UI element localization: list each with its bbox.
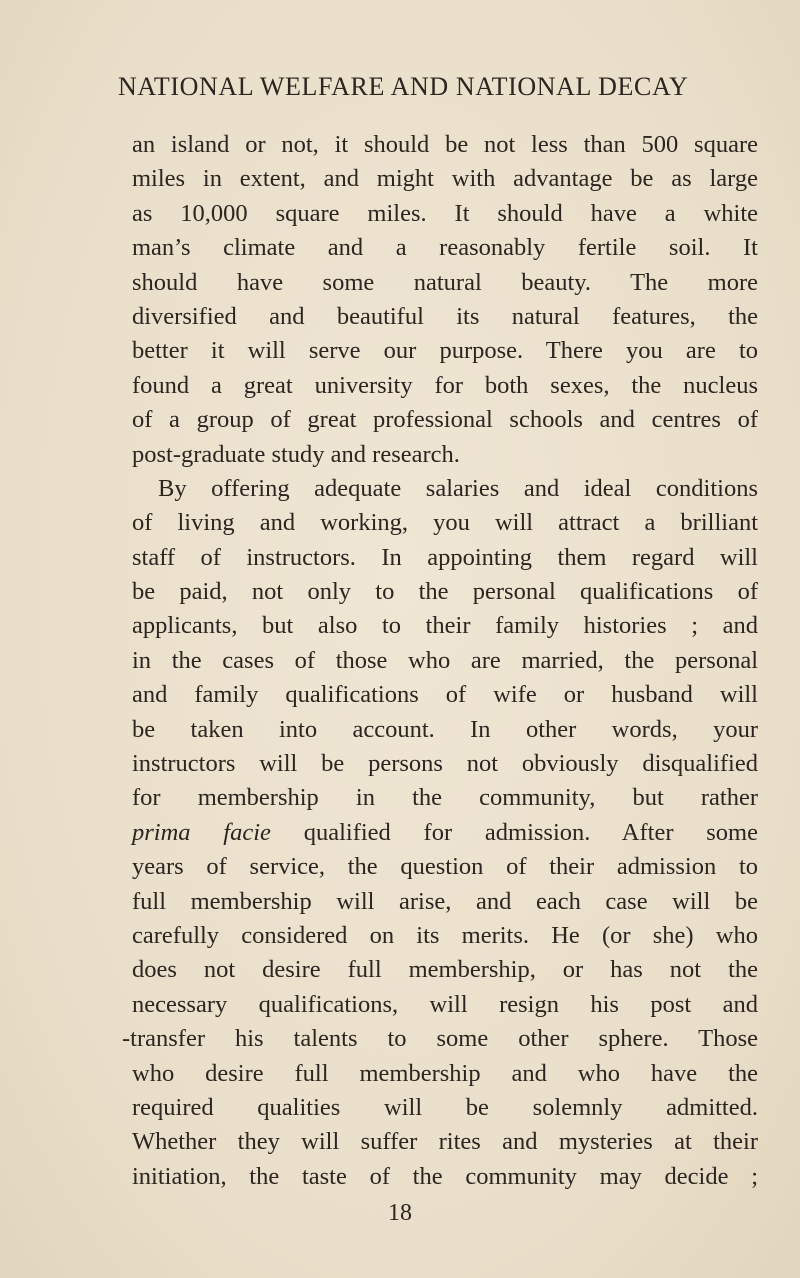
text-line: instructors will be persons not obviously disqualified: [132, 750, 758, 778]
text-line: transfer his talents to some other sphere. Those: [130, 1025, 758, 1053]
text-line: staff of instructors. In appointing them regard will: [132, 543, 758, 571]
text-line: diversified and beautiful its natural features, the: [132, 302, 758, 330]
text-line: be taken into account. In other words, your: [132, 715, 758, 743]
text-line: an island or not, it should be not less than 500 square: [132, 131, 758, 158]
text-line: years of service, the question of their admission to: [132, 853, 758, 881]
paragraph-first-line: By offering adequate salaries and ideal conditions: [158, 474, 758, 502]
text-line: of a group of great professional schools and centres of: [132, 406, 758, 434]
text-line: Whether they will suffer rites and mysteries at their: [132, 1128, 758, 1156]
text-line-with-italic: [132, 816, 758, 850]
text-line: qualified for admission. After some: [303, 818, 758, 846]
page-number: 18: [388, 1200, 412, 1226]
body-text: [122, 128, 758, 1194]
text-line: necessary qualifications, will resign his post and: [132, 990, 758, 1018]
text-line: applicants, but also to their family histories ; and: [132, 612, 758, 640]
text-line: of living and working, you will attract a brilliant: [132, 509, 758, 537]
text-line: should have some natural beauty. The more: [132, 268, 758, 296]
text-line: miles in extent, and might with advantage be as large: [132, 165, 758, 193]
text-line: required qualities will be solemnly admitted.: [132, 1093, 758, 1121]
text-line: in the cases of those who are married, the personal: [132, 646, 758, 674]
text-line: better it will serve our purpose. There you are to: [132, 337, 758, 365]
text-line: as 10,000 square miles. It should have a white: [132, 199, 758, 227]
text-line: man’s climate and a reasonably fertile soil. It: [132, 234, 758, 262]
text-line: be paid, not only to the personal qualifications of: [132, 578, 758, 606]
running-title: NATIONAL WELFARE AND NATIONAL DECAY: [118, 72, 689, 101]
text-line: and family qualifications of wife or husband will: [132, 681, 758, 709]
text-line: found a great university for both sexes, the nucleus: [132, 371, 758, 399]
italic-phrase: prima facie: [132, 818, 271, 846]
text-line: for membership in the community, but rather: [132, 784, 758, 812]
text-line: full membership will arise, and each case will be: [132, 887, 758, 915]
text-line: does not desire full membership, or has not the: [132, 956, 758, 984]
text-line: who desire full membership and who have the: [132, 1059, 758, 1087]
line-mark: -: [122, 1025, 131, 1053]
text-line-with-mark: [122, 1022, 758, 1056]
text-line: carefully considered on its merits. He (or she) who: [132, 921, 758, 949]
text-line: post-graduate study and research.: [132, 440, 460, 468]
text-line: initiation, the taste of the community may decide ;: [132, 1162, 758, 1190]
